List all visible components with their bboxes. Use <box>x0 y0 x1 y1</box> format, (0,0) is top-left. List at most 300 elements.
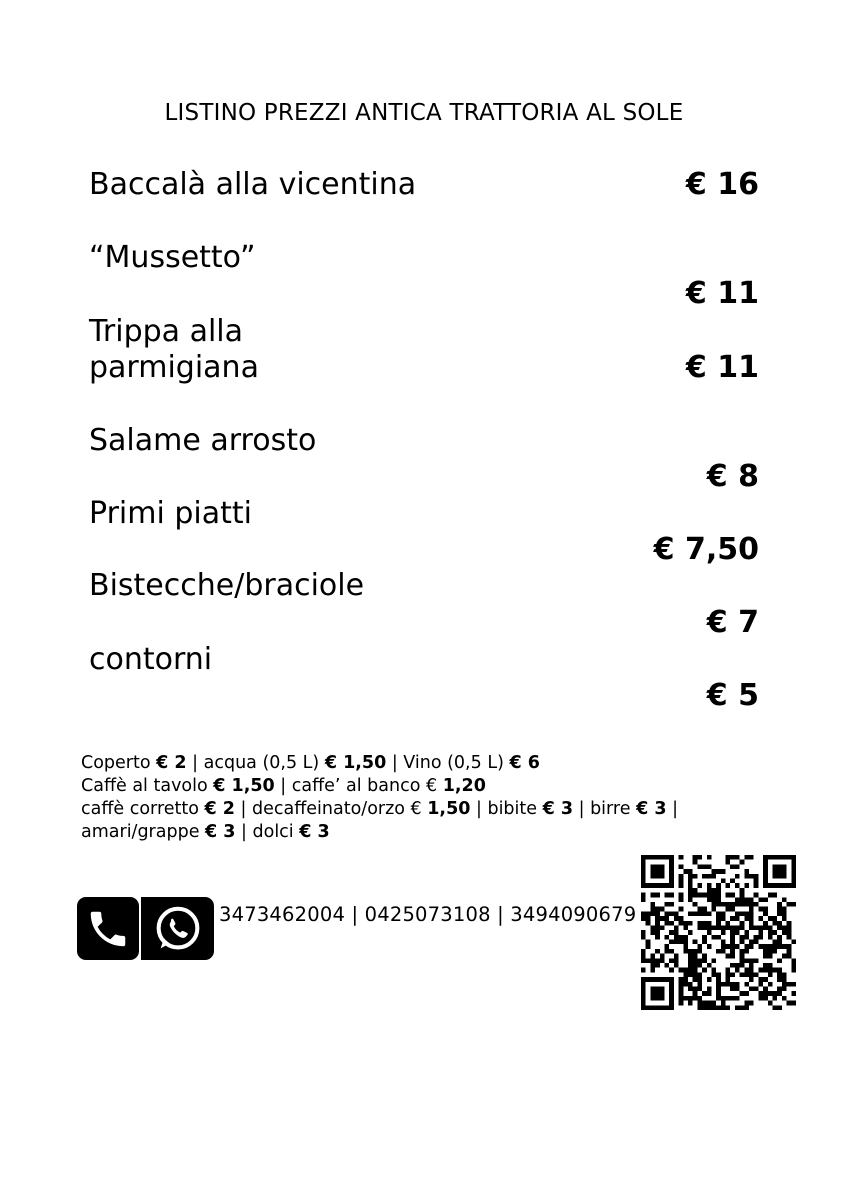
qr-module <box>693 958 698 963</box>
qr-module <box>716 1005 721 1010</box>
extras-price: € 3 <box>636 799 667 819</box>
qr-module <box>744 958 749 963</box>
qr-module <box>763 949 768 954</box>
qr-module <box>679 996 684 1001</box>
qr-module <box>749 874 754 879</box>
extras-list <box>81 752 781 844</box>
qr-module <box>646 883 651 888</box>
qr-module <box>641 864 646 869</box>
qr-module <box>777 911 782 916</box>
qr-module <box>697 958 702 963</box>
qr-module <box>768 982 773 987</box>
qr-module <box>641 874 646 879</box>
qr-module <box>669 860 674 865</box>
qr-module <box>655 925 660 930</box>
qr-module <box>697 944 702 949</box>
qr-module <box>777 940 782 945</box>
qr-module <box>716 987 721 992</box>
qr-module <box>777 972 782 977</box>
qr-module <box>655 958 660 963</box>
qr-module <box>688 930 693 935</box>
qr-module <box>730 907 735 912</box>
qr-module <box>730 987 735 992</box>
qr-module <box>740 935 745 940</box>
qr-module <box>711 907 716 912</box>
qr-module <box>773 1005 778 1010</box>
qr-module <box>763 874 768 879</box>
qr-module <box>758 925 763 930</box>
qr-module <box>740 958 745 963</box>
extras-price: € 3 <box>299 822 330 842</box>
qr-module <box>660 925 665 930</box>
qr-module <box>763 869 768 874</box>
dish-name: “Mussetto” <box>89 240 256 275</box>
qr-module <box>669 996 674 1001</box>
qr-module <box>773 864 778 869</box>
qr-module <box>773 968 778 973</box>
qr-module <box>758 935 763 940</box>
qr-module <box>669 991 674 996</box>
qr-module <box>707 893 712 898</box>
qr-module <box>707 977 712 982</box>
qr-module <box>777 925 782 930</box>
extras-label: amari/grappe <box>81 822 206 842</box>
qr-module <box>660 1005 665 1010</box>
qr-module <box>787 930 792 935</box>
qr-module <box>664 944 669 949</box>
qr-module <box>735 902 740 907</box>
qr-module <box>758 996 763 1001</box>
qr-module <box>777 874 782 879</box>
qr-module <box>669 864 674 869</box>
qr-module <box>660 954 665 959</box>
qr-module <box>768 944 773 949</box>
qr-module <box>641 935 646 940</box>
qr-module <box>707 888 712 893</box>
qr-module <box>716 916 721 921</box>
qr-module <box>726 977 731 982</box>
qr-module <box>744 869 749 874</box>
qr-module <box>777 902 782 907</box>
qr-module <box>721 925 726 930</box>
qr-module <box>791 991 796 996</box>
qr-module <box>773 869 778 874</box>
qr-module <box>702 911 707 916</box>
extras-price: € 1,50 <box>324 753 387 773</box>
qr-module <box>716 888 721 893</box>
qr-module <box>655 869 660 874</box>
qr-module <box>707 1005 712 1010</box>
qr-module <box>669 902 674 907</box>
qr-module <box>711 902 716 907</box>
qr-module <box>679 977 684 982</box>
qr-module <box>740 902 745 907</box>
page-title: LISTINO PREZZI ANTICA TRATTORIA AL SOLE <box>164 100 684 126</box>
qr-module <box>641 991 646 996</box>
qr-module <box>735 944 740 949</box>
qr-module <box>697 883 702 888</box>
qr-module <box>646 911 651 916</box>
qr-module <box>782 897 787 902</box>
qr-module <box>749 902 754 907</box>
qr-module <box>679 897 684 902</box>
qr-module <box>791 869 796 874</box>
qr-module <box>726 925 731 930</box>
qr-module <box>763 925 768 930</box>
qr-module <box>716 902 721 907</box>
qr-module <box>740 925 745 930</box>
qr-module <box>679 935 684 940</box>
extras-price: 1,20 <box>442 776 486 796</box>
qr-module <box>735 883 740 888</box>
qr-module <box>641 982 646 987</box>
qr-module <box>749 958 754 963</box>
extras-label: | dolci <box>235 822 300 842</box>
qr-module <box>763 860 768 865</box>
dish-price: € 11 <box>685 350 759 385</box>
qr-module <box>646 855 651 860</box>
qr-module <box>763 855 768 860</box>
qr-module <box>730 982 735 987</box>
qr-module <box>646 940 651 945</box>
qr-module <box>744 883 749 888</box>
extras-separator: | <box>666 799 678 819</box>
qr-module <box>674 916 679 921</box>
qr-module <box>763 991 768 996</box>
qr-module <box>697 893 702 898</box>
qr-module <box>782 930 787 935</box>
qr-module <box>758 897 763 902</box>
qr-module <box>749 968 754 973</box>
qr-module <box>688 878 693 883</box>
qr-module <box>693 940 698 945</box>
qr-module <box>787 944 792 949</box>
qr-module <box>716 897 721 902</box>
qr-module <box>693 987 698 992</box>
extras-label: Caffè al tavolo <box>81 776 214 796</box>
qr-module <box>721 949 726 954</box>
qr-module <box>791 860 796 865</box>
qr-module <box>754 935 759 940</box>
qr-module <box>768 991 773 996</box>
qr-module <box>754 878 759 883</box>
qr-module <box>683 949 688 954</box>
qr-module <box>702 940 707 945</box>
qr-module <box>688 958 693 963</box>
qr-module <box>754 874 759 879</box>
qr-module <box>664 855 669 860</box>
qr-module <box>726 893 731 898</box>
qr-module <box>735 897 740 902</box>
qr-module <box>740 949 745 954</box>
dish-price: € 11 <box>685 276 759 311</box>
qr-module <box>721 1005 726 1010</box>
qr-module <box>735 968 740 973</box>
extras-label: | decaffeinato/orzo € <box>234 799 428 819</box>
qr-module <box>683 972 688 977</box>
qr-module <box>744 944 749 949</box>
qr-module <box>782 911 787 916</box>
qr-module <box>754 925 759 930</box>
qr-module <box>777 883 782 888</box>
extras-label: | bibite <box>470 799 543 819</box>
qr-module <box>641 1005 646 1010</box>
qr-module <box>749 897 754 902</box>
qr-module <box>730 925 735 930</box>
qr-module <box>773 944 778 949</box>
qr-module <box>754 893 759 898</box>
qr-module <box>697 949 702 954</box>
qr-module <box>664 902 669 907</box>
qr-module <box>716 883 721 888</box>
qr-module <box>693 902 698 907</box>
qr-module <box>660 991 665 996</box>
qr-module <box>683 977 688 982</box>
qr-module <box>791 878 796 883</box>
dish-name: contorni <box>89 642 213 677</box>
qr-module <box>641 996 646 1001</box>
qr-module <box>697 855 702 860</box>
dish-price: € 7,50 <box>653 532 759 567</box>
qr-module <box>669 893 674 898</box>
extras-price: € 3 <box>205 822 236 842</box>
qr-module <box>683 935 688 940</box>
qr-module <box>655 893 660 898</box>
qr-module <box>641 911 646 916</box>
qr-module <box>773 883 778 888</box>
qr-module <box>697 977 702 982</box>
qr-module <box>791 982 796 987</box>
qr-module <box>693 860 698 865</box>
qr-module <box>641 1001 646 1006</box>
qr-module <box>650 864 655 869</box>
qr-module <box>646 977 651 982</box>
qr-module <box>754 902 759 907</box>
dish-name-line: parmigiana <box>89 350 259 385</box>
qr-module <box>641 893 646 898</box>
qr-module <box>777 907 782 912</box>
qr-module <box>744 897 749 902</box>
qr-module <box>711 869 716 874</box>
qr-module <box>655 1005 660 1010</box>
qr-module <box>641 883 646 888</box>
qr-module <box>688 921 693 926</box>
qr-module <box>650 996 655 1001</box>
qr-module <box>758 968 763 973</box>
qr-module <box>702 893 707 898</box>
extras-label: | birre <box>573 799 637 819</box>
qr-module <box>749 940 754 945</box>
qr-module <box>693 972 698 977</box>
qr-module <box>726 982 731 987</box>
qr-module <box>791 1001 796 1006</box>
qr-module <box>744 911 749 916</box>
qr-module <box>763 944 768 949</box>
qr-module <box>679 987 684 992</box>
qr-module <box>669 1005 674 1010</box>
extras-price: 1,50 <box>427 799 471 819</box>
qr-module <box>660 996 665 1001</box>
qr-module <box>735 982 740 987</box>
qr-module <box>768 963 773 968</box>
qr-module <box>655 907 660 912</box>
qr-module <box>655 935 660 940</box>
qr-module <box>669 1001 674 1006</box>
qr-module <box>655 963 660 968</box>
qr-module <box>702 921 707 926</box>
qr-module <box>669 869 674 874</box>
qr-module <box>758 982 763 987</box>
qr-module <box>679 907 684 912</box>
qr-module <box>664 893 669 898</box>
qr-module <box>702 968 707 973</box>
qr-module <box>650 893 655 898</box>
qr-module <box>758 907 763 912</box>
qr-module <box>707 1001 712 1006</box>
qr-module <box>679 855 684 860</box>
qr-module <box>650 977 655 982</box>
qr-module <box>716 972 721 977</box>
extras-label: Coperto <box>81 753 157 773</box>
qr-module <box>726 883 731 888</box>
qr-module <box>777 1005 782 1010</box>
qr-module <box>711 893 716 898</box>
qr-module <box>688 893 693 898</box>
qr-module <box>730 902 735 907</box>
qr-module <box>707 930 712 935</box>
qr-module <box>669 949 674 954</box>
qr-module <box>749 977 754 982</box>
qr-module <box>744 902 749 907</box>
qr-module <box>787 982 792 987</box>
qr-module <box>782 869 787 874</box>
qr-module <box>777 958 782 963</box>
qr-module <box>768 893 773 898</box>
qr-module <box>749 855 754 860</box>
qr-module <box>773 930 778 935</box>
qr-module <box>730 954 735 959</box>
qr-module <box>707 921 712 926</box>
extras-label: caffè corretto <box>81 799 205 819</box>
whatsapp-icon[interactable] <box>141 897 214 960</box>
phone-numbers: 3473462004 | 0425073108 | 3494090679 <box>219 903 637 926</box>
dish-price: € 8 <box>706 459 759 494</box>
extras-label: | caffe’ al banco € <box>274 776 443 796</box>
qr-module <box>744 1001 749 1006</box>
qr-module <box>674 963 679 968</box>
qr-module <box>791 855 796 860</box>
qr-module <box>730 878 735 883</box>
qr-module <box>693 991 698 996</box>
qr-module <box>787 935 792 940</box>
qr-module <box>782 987 787 992</box>
qr-module <box>782 864 787 869</box>
qr-module <box>787 1001 792 1006</box>
qr-module <box>693 963 698 968</box>
qr-module <box>777 869 782 874</box>
qr-module <box>787 954 792 959</box>
qr-module <box>773 893 778 898</box>
qr-module <box>641 949 646 954</box>
qr-module <box>655 874 660 879</box>
qr-module <box>693 888 698 893</box>
qr-module <box>749 925 754 930</box>
phone-icon[interactable] <box>77 897 139 960</box>
qr-module <box>697 907 702 912</box>
qr-module <box>749 987 754 992</box>
qr-module <box>669 874 674 879</box>
qr-module <box>669 987 674 992</box>
extras-line <box>81 752 781 775</box>
qr-module <box>650 883 655 888</box>
qr-module <box>697 972 702 977</box>
qr-module <box>688 888 693 893</box>
qr-module <box>730 944 735 949</box>
qr-module <box>711 935 716 940</box>
qr-module <box>735 963 740 968</box>
qr-module <box>773 921 778 926</box>
qr-module <box>791 940 796 945</box>
qr-module <box>650 991 655 996</box>
qr-module <box>641 977 646 982</box>
qr-module <box>697 987 702 992</box>
qr-module <box>646 921 651 926</box>
qr-module <box>683 944 688 949</box>
qr-module <box>679 864 684 869</box>
qr-module <box>721 916 726 921</box>
qr-module <box>683 869 688 874</box>
qr-module <box>763 864 768 869</box>
qr-module <box>711 1001 716 1006</box>
qr-module <box>650 1005 655 1010</box>
qr-module <box>697 963 702 968</box>
qr-module <box>763 977 768 982</box>
qr-module <box>697 911 702 916</box>
qr-module <box>744 968 749 973</box>
qr-module <box>758 930 763 935</box>
qr-module <box>740 940 745 945</box>
qr-module <box>740 991 745 996</box>
qr-module <box>688 982 693 987</box>
qr-module <box>787 902 792 907</box>
qr-module <box>721 1001 726 1006</box>
qr-module <box>707 874 712 879</box>
qr-module <box>679 878 684 883</box>
qr-module <box>744 1005 749 1010</box>
qr-code[interactable] <box>641 855 796 1010</box>
extras-line <box>81 821 781 844</box>
extras-price: € 2 <box>204 799 235 819</box>
qr-module <box>726 996 731 1001</box>
qr-module <box>740 897 745 902</box>
qr-module <box>650 987 655 992</box>
qr-module <box>650 963 655 968</box>
qr-module <box>787 855 792 860</box>
qr-module <box>754 940 759 945</box>
qr-module <box>730 855 735 860</box>
qr-module <box>716 935 721 940</box>
qr-module <box>707 925 712 930</box>
qr-module <box>735 987 740 992</box>
qr-module <box>688 996 693 1001</box>
qr-module <box>655 883 660 888</box>
qr-module <box>758 916 763 921</box>
qr-module <box>683 996 688 1001</box>
qr-module <box>782 977 787 982</box>
qr-module <box>740 921 745 926</box>
qr-module <box>787 883 792 888</box>
qr-module <box>768 972 773 977</box>
